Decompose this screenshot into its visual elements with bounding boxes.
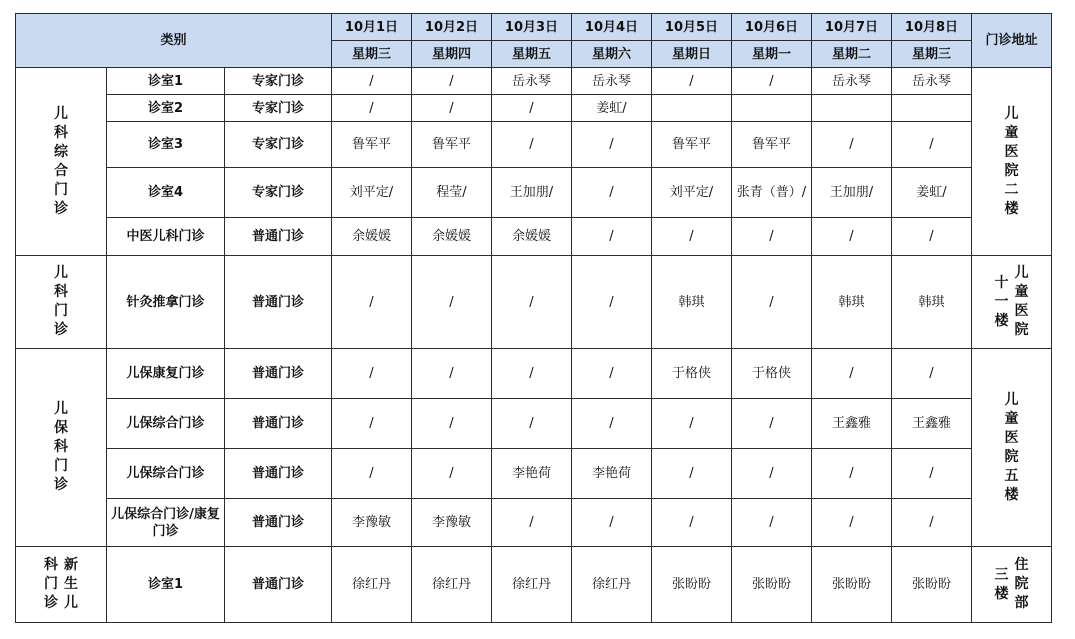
doctor-cell: 岳永琴 <box>572 68 652 95</box>
doctor-cell: / <box>892 499 972 547</box>
category-header: 类别 <box>16 14 332 68</box>
room-name: 诊室2 <box>107 95 225 122</box>
location-cell: 儿 童 医 院 二 楼 <box>972 68 1052 256</box>
doctor-cell: / <box>892 349 972 399</box>
doctor-cell: 刘平定/ <box>652 168 732 218</box>
table-row <box>16 499 1052 547</box>
room-name: 儿保综合门诊 <box>107 399 225 449</box>
doctor-cell: 鲁军平 <box>732 122 812 168</box>
doctor-cell: 王鑫雅 <box>892 399 972 449</box>
doctor-cell: / <box>332 449 412 499</box>
location-cell: 三 楼 住 院 部 <box>972 547 1052 623</box>
doctor-cell: 岳永琴 <box>892 68 972 95</box>
doctor-cell: 王加朋/ <box>492 168 572 218</box>
doctor-cell: / <box>492 122 572 168</box>
clinic-type: 普通门诊 <box>225 218 332 256</box>
table-row <box>16 218 1052 256</box>
doctor-cell: / <box>732 68 812 95</box>
doctor-cell: 李艳荷 <box>492 449 572 499</box>
weekday-header: 星期二 <box>812 41 892 68</box>
doctor-cell: 鲁军平 <box>332 122 412 168</box>
doctor-cell: / <box>572 256 652 349</box>
group-name: 儿 科 综 合 门 诊 <box>16 68 107 256</box>
doctor-cell: 李豫敏 <box>412 499 492 547</box>
room-name: 儿保康复门诊 <box>107 349 225 399</box>
table-row <box>16 68 1052 95</box>
table-row <box>16 256 1052 349</box>
doctor-cell: 王加朋/ <box>812 168 892 218</box>
doctor-cell: / <box>332 349 412 399</box>
clinic-type: 普通门诊 <box>225 547 332 623</box>
location-cell: 十 一 楼 儿 童 医 院 <box>972 256 1052 349</box>
doctor-cell: 徐红丹 <box>332 547 412 623</box>
doctor-cell: / <box>332 95 412 122</box>
table-row <box>16 399 1052 449</box>
clinic-type: 普通门诊 <box>225 499 332 547</box>
doctor-cell: / <box>412 95 492 122</box>
room-name: 诊室1 <box>107 547 225 623</box>
room-name: 诊室4 <box>107 168 225 218</box>
doctor-cell: / <box>892 122 972 168</box>
date-header: 10月3日 <box>492 14 572 41</box>
doctor-cell: 王鑫雅 <box>812 399 892 449</box>
location-header: 门诊地址 <box>972 14 1052 68</box>
date-header: 10月5日 <box>652 14 732 41</box>
doctor-cell: / <box>572 218 652 256</box>
doctor-cell: / <box>732 399 812 449</box>
doctor-cell: / <box>652 218 732 256</box>
doctor-cell: 余媛媛 <box>412 218 492 256</box>
doctor-cell: 姜虹/ <box>892 168 972 218</box>
table-row <box>16 95 1052 122</box>
table-row <box>16 122 1052 168</box>
doctor-cell: / <box>332 68 412 95</box>
doctor-cell: / <box>332 256 412 349</box>
weekday-header: 星期五 <box>492 41 572 68</box>
doctor-cell: / <box>652 68 732 95</box>
doctor-cell: / <box>492 95 572 122</box>
clinic-type: 专家门诊 <box>225 68 332 95</box>
doctor-cell: / <box>572 122 652 168</box>
group-name: 儿 保 科 门 诊 <box>16 349 107 547</box>
doctor-cell: / <box>812 349 892 399</box>
clinic-type: 普通门诊 <box>225 449 332 499</box>
doctor-cell: 徐红丹 <box>412 547 492 623</box>
doctor-cell: / <box>732 499 812 547</box>
doctor-cell: 于格侠 <box>652 349 732 399</box>
date-header: 10月8日 <box>892 14 972 41</box>
table-row <box>16 168 1052 218</box>
date-header: 10月1日 <box>332 14 412 41</box>
doctor-cell: / <box>892 449 972 499</box>
doctor-cell: / <box>812 218 892 256</box>
doctor-cell <box>892 95 972 122</box>
room-name: 儿保综合门诊/康复门诊 <box>107 499 225 547</box>
doctor-cell: / <box>652 449 732 499</box>
doctor-cell: 程莹/ <box>412 168 492 218</box>
doctor-cell <box>732 95 812 122</box>
doctor-cell: 徐红丹 <box>572 547 652 623</box>
doctor-cell: / <box>412 349 492 399</box>
doctor-cell: 于格侠 <box>732 349 812 399</box>
schedule-table <box>15 13 1052 623</box>
doctor-cell: 鲁军平 <box>652 122 732 168</box>
doctor-cell: 张盼盼 <box>892 547 972 623</box>
doctor-cell: / <box>412 256 492 349</box>
doctor-cell: 姜虹/ <box>572 95 652 122</box>
doctor-cell: / <box>332 399 412 449</box>
doctor-cell: / <box>412 449 492 499</box>
date-header: 10月2日 <box>412 14 492 41</box>
clinic-type: 专家门诊 <box>225 95 332 122</box>
clinic-type: 普通门诊 <box>225 349 332 399</box>
table-row <box>16 449 1052 499</box>
doctor-cell: 余媛媛 <box>492 218 572 256</box>
doctor-cell: / <box>812 499 892 547</box>
weekday-header: 星期三 <box>892 41 972 68</box>
date-header: 10月7日 <box>812 14 892 41</box>
clinic-type: 普通门诊 <box>225 399 332 449</box>
doctor-cell: / <box>492 499 572 547</box>
room-name: 儿保综合门诊 <box>107 449 225 499</box>
doctor-cell: 岳永琴 <box>812 68 892 95</box>
doctor-cell: / <box>732 256 812 349</box>
doctor-cell: / <box>572 349 652 399</box>
doctor-cell: 韩琪 <box>652 256 732 349</box>
room-name: 中医儿科门诊 <box>107 218 225 256</box>
doctor-cell: / <box>812 449 892 499</box>
table-row <box>16 349 1052 399</box>
doctor-cell <box>652 95 732 122</box>
doctor-cell: 李豫敏 <box>332 499 412 547</box>
doctor-cell: / <box>412 399 492 449</box>
doctor-cell: 韩琪 <box>892 256 972 349</box>
doctor-cell: 张盼盼 <box>652 547 732 623</box>
doctor-cell: 张青（普）/ <box>732 168 812 218</box>
room-name: 诊室3 <box>107 122 225 168</box>
clinic-type: 专家门诊 <box>225 168 332 218</box>
doctor-cell: 张盼盼 <box>732 547 812 623</box>
doctor-cell: / <box>732 449 812 499</box>
doctor-cell: / <box>652 499 732 547</box>
doctor-cell: 李艳荷 <box>572 449 652 499</box>
doctor-cell: / <box>492 399 572 449</box>
table-row <box>16 547 1052 623</box>
doctor-cell: / <box>492 256 572 349</box>
weekday-header: 星期四 <box>412 41 492 68</box>
doctor-cell: 刘平定/ <box>332 168 412 218</box>
doctor-cell: 韩琪 <box>812 256 892 349</box>
doctor-cell: / <box>652 399 732 449</box>
doctor-cell: / <box>812 122 892 168</box>
weekday-header: 星期三 <box>332 41 412 68</box>
clinic-type: 专家门诊 <box>225 122 332 168</box>
doctor-cell: / <box>572 399 652 449</box>
date-header: 10月4日 <box>572 14 652 41</box>
doctor-cell: / <box>892 218 972 256</box>
room-name: 针灸推拿门诊 <box>107 256 225 349</box>
doctor-cell: / <box>572 499 652 547</box>
clinic-type: 普通门诊 <box>225 256 332 349</box>
date-header: 10月6日 <box>732 14 812 41</box>
location-cell: 儿 童 医 院 五 楼 <box>972 349 1052 547</box>
group-name: 儿 科 门 诊 <box>16 256 107 349</box>
doctor-cell: 鲁军平 <box>412 122 492 168</box>
doctor-cell <box>812 95 892 122</box>
doctor-cell: 余媛媛 <box>332 218 412 256</box>
doctor-cell: / <box>732 218 812 256</box>
group-name: 科 门 诊 新 生 儿 <box>16 547 107 623</box>
weekday-header: 星期日 <box>652 41 732 68</box>
doctor-cell: / <box>492 349 572 399</box>
doctor-cell: 徐红丹 <box>492 547 572 623</box>
doctor-cell: / <box>412 68 492 95</box>
doctor-cell: 岳永琴 <box>492 68 572 95</box>
room-name: 诊室1 <box>107 68 225 95</box>
doctor-cell: 张盼盼 <box>812 547 892 623</box>
weekday-header: 星期一 <box>732 41 812 68</box>
weekday-header: 星期六 <box>572 41 652 68</box>
doctor-cell: / <box>572 168 652 218</box>
